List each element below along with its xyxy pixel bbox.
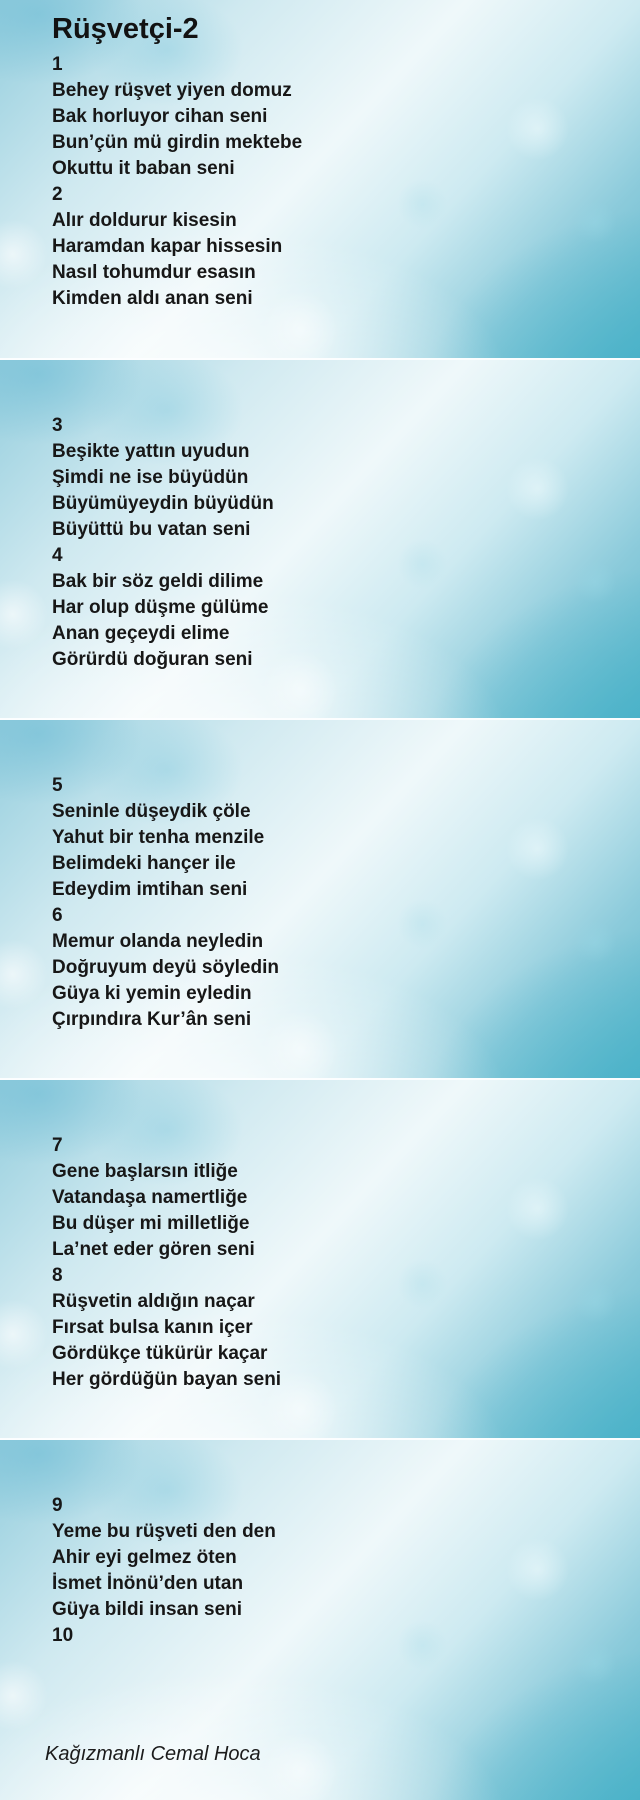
stanza-number: 3: [52, 415, 63, 436]
poem-line: Memur olanda neyledin: [52, 931, 264, 952]
poem-line: Seninle düşeydik çöle: [52, 801, 251, 822]
poem-line: Bak horluyor cihan seni: [52, 106, 268, 127]
stanza-number: 8: [52, 1265, 63, 1286]
poem-line: Yeme bu rüşveti den den: [52, 1521, 276, 1542]
poem-line: Haramdan kapar hissesin: [52, 236, 283, 257]
poem-line: Bun’çün mü girdin mektebe: [52, 132, 303, 153]
stanza-group-1-2: [52, 52, 610, 312]
stanza-number: 2: [52, 184, 63, 205]
stanza-number: 7: [52, 1135, 63, 1156]
poem-line: Rüşvetin aldığın naçar: [52, 1291, 255, 1312]
poem-line: Vatandaşa namertliğe: [52, 1187, 248, 1208]
stanza-number: 5: [52, 775, 63, 796]
poem-line: Belimdeki hançer ile: [52, 853, 236, 874]
poem-section-2: [0, 360, 640, 720]
poem-line: Fırsat bulsa kanın içer: [52, 1317, 253, 1338]
poem-line: Beşikte yattın uyudun: [52, 441, 250, 462]
poem-line: Okuttu it baban seni: [52, 158, 235, 179]
stanza-number: 4: [52, 545, 63, 566]
poem-line: Şimdi ne ise büyüdün: [52, 467, 249, 488]
poem-line: Bak bir söz geldi dilime: [52, 571, 264, 592]
stanza-group-7-8: [52, 1080, 610, 1393]
poem-line: Güya ki yemin eyledin: [52, 983, 252, 1004]
poem-line: Güya bildi insan seni: [52, 1599, 243, 1620]
poem-line: Bu düşer mi milletliğe: [52, 1213, 250, 1234]
poem-line: İsmet İnönü’den utan: [52, 1573, 244, 1594]
section-4-content: [0, 1080, 640, 1393]
poem-line: Büyümüyeydin büyüdün: [52, 493, 274, 514]
poem-line: Har olup düşme gülüme: [52, 597, 269, 618]
poem-line: Gördükçe tükürür kaçar: [52, 1343, 268, 1364]
poem-line: Gene başlarsın itliğe: [52, 1161, 238, 1182]
poem-line: La’net eder gören seni: [52, 1239, 255, 1260]
poem-line: Edeydim imtihan seni: [52, 879, 248, 900]
section-2-content: [0, 360, 640, 673]
poem-line: Kimden aldı anan seni: [52, 288, 253, 309]
section-1-content: [0, 0, 640, 312]
stanza-group-9-10: [52, 1440, 610, 1649]
section-5-content: [0, 1440, 640, 1649]
poem-section-1: [0, 0, 640, 360]
poem-line: Behey rüşvet yiyen domuz: [52, 80, 292, 101]
stanza-number: 1: [52, 54, 63, 75]
poem-line: Ahir eyi gelmez öten: [52, 1547, 237, 1568]
poem-line: Alır doldurur kisesin: [52, 210, 237, 231]
stanza-number: 9: [52, 1495, 63, 1516]
poem-line: Nasıl tohumdur esasın: [52, 262, 256, 283]
page-title: Rüşvetçi-2: [52, 13, 199, 45]
section-3-content: [0, 720, 640, 1033]
poem-section-4: [0, 1080, 640, 1440]
poem-line: Doğruyum deyü söyledin: [52, 957, 279, 978]
poem-line: Görürdü doğuran seni: [52, 649, 253, 670]
poem-section-5: [0, 1440, 640, 1800]
poem-line: Yahut bir tenha menzile: [52, 827, 265, 848]
stanza-group-3-4: [52, 360, 610, 673]
stanza-number: 10: [52, 1625, 74, 1646]
poem-line: Her gördüğün bayan seni: [52, 1369, 282, 1390]
poem-line: Çırpındıra Kur’ân seni: [52, 1009, 252, 1030]
stanza-number: 6: [52, 905, 63, 926]
poem-line: Büyüttü bu vatan seni: [52, 519, 251, 540]
author-name: Kağızmanlı Cemal Hoca: [45, 1743, 261, 1765]
stanza-group-5-6: [52, 720, 610, 1033]
poem-line: Anan geçeydi elime: [52, 623, 230, 644]
poem-section-3: [0, 720, 640, 1080]
